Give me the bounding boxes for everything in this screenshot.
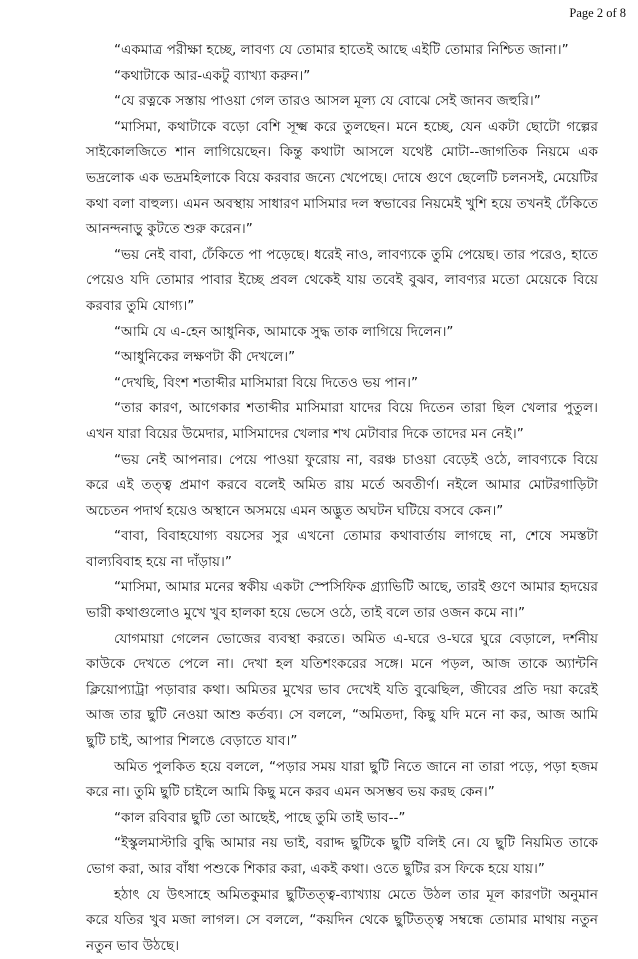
paragraph: “মাসিমা, কথাটাকে বড়ো বেশি সূক্ষ্ম করে তুলছেন। মনে হচ্ছে, যেন একটা ছোটো গল্পের সাইকোলজিতে শান লাগিয়েছেন। কিন্তু কথাটা আসলে যথেষ্ট মোটা--জাগতিক নিয়মে এক ভদ্রলোক এক ভদ্রমহিলাকে বিয়ে করবার জন্যে খেপেছে। দোষে গুণে ছেলেটি চলনসই, মেয়েটির কথা বলা বাহুল্য। এমন অবস্থায় সাধারণ মাসিমার দল স্বভাবের নিয়মেই খুশি হয়ে তখনই ঢেঁকিতে আনন্দনাড়ু কুটতে শুরু করেন।” (86, 118, 598, 238)
paragraph: “দেখছি, বিংশ শতাব্দীর মাসিমারা বিয়ে দিতেও ভয় পান।” (114, 374, 418, 391)
paragraph: “মাসিমা, আমার মনের স্বকীয় একটা স্পেসিফিক গ্র্যাভিটি আছে, তারই গুণে আমার হৃদয়ের ভারী কথাগুলোও মুখে খুব হালকা হয়ে ভেসে ওঠে, তাই বলে তার ওজন কমে না।” (86, 579, 598, 622)
document-body (86, 38, 598, 959)
paragraph: “কথাটাকে আর-একটু ব্যাখ্যা করুন।” (114, 67, 311, 84)
paragraph: “যে রত্নকে সস্তায় পাওয়া গেল তারও আসল মূল্য যে বোঝে সেই জানব জহুরি।” (114, 93, 541, 110)
paragraph: “ইস্কুলমাস্টারি বুদ্ধি আমার নয় ভাই, বরাদ্দ ছুটিকে ছুটি বলিই নে। যে ছুটি নিয়মিত তাকে ভোগ করা, আর বাঁধা পশুকে শিকার করা, একই কথা। ওতে ছুটির রস ফিকে হয়ে যায়।” (86, 835, 598, 877)
paragraph: “একমাত্র পরীক্ষা হচ্ছে, লাবণ্য যে তোমার হাতেই আছে এইটি তোমার নিশ্চিত জানা।” (114, 42, 569, 58)
paragraph: “তার কারণ, আগেকার শতাব্দীর মাসিমারা যাদের বিয়ে দিতেন তারা ছিল খেলার পুতুল। এখন যারা বিয়ের উমেদার, মাসিমাদের খেলার শখ মেটাবার দিকে তাদের মন নেই।” (86, 400, 598, 442)
paragraph: “আধুনিকের লক্ষণটা কী দেখলে।” (114, 349, 296, 366)
page-number: Page 2 of 8 (569, 6, 626, 20)
paragraph: যোগমায়া গেলেন ভোজের ব্যবস্থা করতে। অমিত এ-ঘরে ও-ঘরে ঘুরে বেড়ালে, দর্শনীয় কাউকে দেখতে পেলে না। দেখা হল যতিশংকরের সঙ্গে। মনে পড়ল, আজ তাকে অ্যান্টনি ক্লিয়োপ্যাট্রা পড়াবার কথা। অমিতর মুখের ভাব দেখেই যতি বুঝেছিল, জীবের প্রতি দয়া করেই আজ তার ছুটি নেওয়া আশু কর্তব্য। সে বললে, “অমিতদা, কিছু যদি মনে না কর, আজ আমি ছুটি চাই, আপার শিলঙে বেড়াতে যাব।” (86, 630, 598, 750)
paragraph: “বাবা, বিবাহযোগ্য বয়সের সুর এখনো তোমার কথাবার্তায় লাগছে না, শেষে সমস্তটা বাল্যবিবাহ হয়ে না দাঁড়ায়।” (86, 528, 598, 570)
paragraph: অমিত পুলকিত হয়ে বললে, “পড়ার সময় যারা ছুটি নিতে জানে না তারা পড়ে, পড়া হজম করে না। তুমি ছুটি চাইলে আমি কিছু মনে করব এমন অসম্ভব ভয় করছ কেন।” (86, 758, 598, 801)
paragraph: “কাল রবিবার ছুটি তো আছেই, পাছে তুমি তাই ভাব--” (114, 809, 406, 826)
paragraph: “ভয় নেই বাবা, ঢেঁকিতে পা পড়েছে। ধরেই নাও, লাবণ্যকে তুমি পেয়েছ। তার পরেও, হাতে পেয়েও যদি তোমার পাবার ইচ্ছে প্রবল থেকেই যায় তবেই বুঝব, লাবণ্যর মতো মেয়েকে বিয়ে করবার তুমি যোগ্য।” (86, 246, 598, 314)
paragraph: “ভয় নেই আপনার। পেয়ে পাওয়া ফুরোয় না, বরঞ্চ চাওয়া বেড়েই ওঠে, লাবণ্যকে বিয়ে করে এই তত্ত্ব প্রমাণ করবে বলেই অমিত রায় মর্তে অবতীর্ণ। নইলে আমার মোটরগাড়িটা অচেতন পদার্থ হয়েও অস্থানে অসময়ে এমন অদ্ভুত অঘটন ঘটিয়ে বসবে কেন।” (86, 451, 598, 519)
paragraph: “আমি যে এ-হেন আধুনিক, আমাকে সুদ্ধ তাক লাগিয়ে দিলেন।” (114, 323, 454, 340)
paragraph: হঠাৎ যে উৎসাহে অমিতকুমার ছুটিতত্ত্ব-ব্যাখ্যায় মেতে উঠল তার মূল কারণটা অনুমান করে যতির খুব মজা লাগল। সে বললে, “কয়দিন থেকে ছুটিতত্ত্ব সম্বন্ধে তোমার মাথায় নতুন নতুন ভাব উঠছে। (86, 886, 598, 954)
